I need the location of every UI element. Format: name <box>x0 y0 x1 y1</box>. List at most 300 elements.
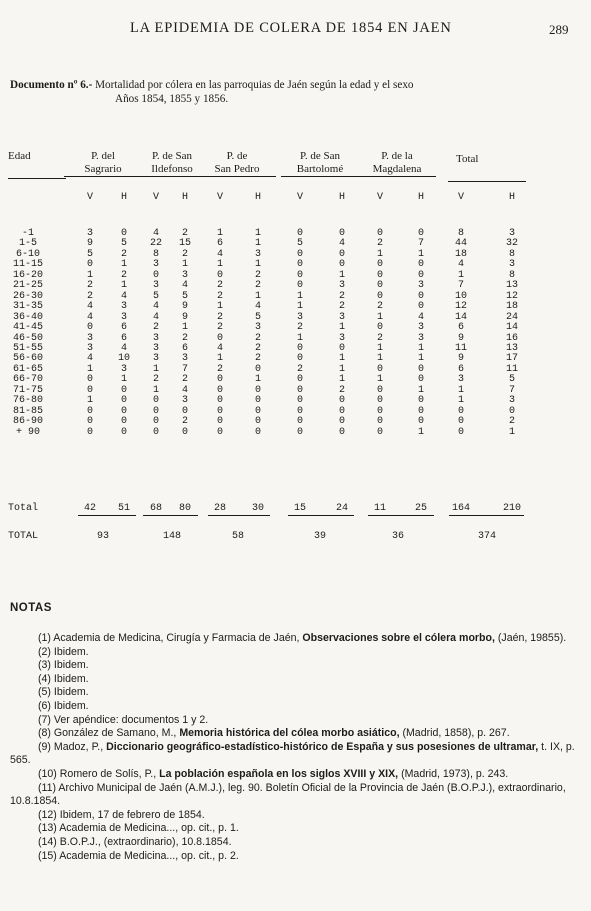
parish-header-line1: P. de San <box>151 150 193 162</box>
total-row-rule <box>368 515 434 516</box>
total-row-cell: 25 <box>414 503 427 514</box>
table-cell: 0 <box>86 374 93 386</box>
sex-column-label: H <box>338 192 345 203</box>
table-cell: 1 <box>457 269 464 281</box>
age-group-label: 56-60 <box>12 353 43 365</box>
sex-column-label: V <box>296 192 303 203</box>
table-cell: 0 <box>216 395 223 407</box>
table-cell: 4 <box>338 238 345 250</box>
table-cell: 0 <box>216 384 223 396</box>
table-cell: 0 <box>296 342 303 354</box>
table-cell: 4 <box>417 311 424 323</box>
running-title: LA EPIDEMIA DE COLERA DE 1854 EN JAEN <box>130 20 452 36</box>
table-cell: 2 <box>254 332 261 344</box>
table-cell: 1 <box>152 363 159 375</box>
table-cell: 1 <box>120 259 127 271</box>
sex-column-label: H <box>181 192 188 203</box>
total-row-cell: 15 <box>293 503 306 514</box>
grand-total-cell: 36 <box>391 531 404 542</box>
table-cell: 1 <box>417 426 424 438</box>
sex-column-label: V <box>152 192 159 203</box>
table-cell: 2 <box>508 416 515 428</box>
table-cell: 0 <box>181 405 188 417</box>
table-cell: 0 <box>417 374 424 386</box>
table-cell: 1 <box>216 228 223 239</box>
table-cell: 1 <box>86 269 93 281</box>
table-cell: 1 <box>296 301 303 313</box>
table-cell: 2 <box>181 416 188 428</box>
note-text: (5) Ibidem. <box>38 686 89 699</box>
table-cell: 0 <box>338 405 345 417</box>
table-cell: 0 <box>376 405 383 417</box>
table-cell: 0 <box>296 416 303 428</box>
age-group-label: 81-85 <box>12 405 43 417</box>
table-cell: 0 <box>417 259 424 271</box>
total-row-label: Total <box>8 503 39 514</box>
table-cell: 0 <box>296 269 303 281</box>
table-cell: 2 <box>86 280 93 292</box>
table-cell: 0 <box>457 405 464 417</box>
table-cell: 0 <box>338 259 345 271</box>
table-cell: 1 <box>376 342 383 354</box>
note-item <box>10 646 578 660</box>
note-text: (8) González de Samano, M., <box>38 727 180 740</box>
note-title: Observaciones sobre el cólera morbo, <box>302 632 495 644</box>
note-text: (4) Ibidem. <box>38 672 89 685</box>
table-cell: 1 <box>152 384 159 396</box>
table-cell: 0 <box>338 248 345 260</box>
note-text-after: (Jaén, 19855). <box>494 632 567 644</box>
table-cell: 2 <box>86 290 93 302</box>
note-text: (11) Archivo Municipal de Jaén (A.M.J.), leg. 90. Boletín Oficial de la Provincia de Jaén (B.O.P.J.), extraordinario, 10.8.1854. <box>10 781 566 808</box>
total-row-rule <box>78 515 136 516</box>
table-cell: 10 <box>117 353 130 365</box>
table-cell: 0 <box>296 395 303 407</box>
total-row-cell: 28 <box>213 503 226 514</box>
table-cell: 0 <box>376 259 383 271</box>
age-group-label: 16-20 <box>12 269 43 281</box>
table-cell: 0 <box>417 301 424 313</box>
table-cell: 2 <box>376 332 383 344</box>
table-cell: 44 <box>454 238 467 250</box>
table-cell: 1 <box>376 353 383 365</box>
table-cell: 4 <box>86 301 93 313</box>
table-cell: 1 <box>457 384 464 396</box>
table-cell: 3 <box>120 301 127 313</box>
age-group-label: + 90 <box>15 426 40 438</box>
table-cell: 0 <box>376 395 383 407</box>
parish-header-line1: P. de <box>226 150 248 162</box>
table-cell: 0 <box>216 332 223 344</box>
table-cell: 13 <box>505 280 518 292</box>
sex-column-label: H <box>508 192 515 203</box>
table-cell: 0 <box>254 426 261 438</box>
sex-column-label: V <box>376 192 383 203</box>
table-cell: 3 <box>417 332 424 344</box>
table-cell: 3 <box>508 395 515 407</box>
sex-column-label: H <box>417 192 424 203</box>
table-cell: 1 <box>254 290 261 302</box>
sex-column-label: H <box>254 192 261 203</box>
table-cell: 0 <box>338 342 345 354</box>
note-title: Diccionario geográfico-estadístico-histórico de España y sus posesiones de ultramar, <box>106 740 539 753</box>
table-cell: 2 <box>338 290 345 302</box>
table-cell: 2 <box>216 322 223 334</box>
table-cell: 11 <box>454 342 467 354</box>
table-cell: 2 <box>216 311 223 323</box>
age-group-label: 46-50 <box>12 332 43 344</box>
table-cell: 3 <box>152 280 159 292</box>
table-cell: 0 <box>296 248 303 260</box>
note-item <box>10 782 578 809</box>
table-cell: 0 <box>120 426 127 438</box>
table-cell: 3 <box>457 374 464 386</box>
table-cell: 0 <box>296 405 303 417</box>
note-item <box>10 659 578 673</box>
table-cell: 3 <box>296 311 303 323</box>
table-cell: 1 <box>216 353 223 365</box>
note-text: (10) Romero de Solís, P., <box>38 767 160 780</box>
table-cell: 5 <box>152 290 159 302</box>
table-cell: 0 <box>376 322 383 334</box>
table-cell: 0 <box>152 269 159 281</box>
sex-column-label: V <box>457 192 464 203</box>
total-row-cell: 42 <box>83 503 96 514</box>
age-group-label: 11-15 <box>12 259 43 271</box>
table-cell: 0 <box>338 416 345 428</box>
table-cell: 0 <box>86 426 93 438</box>
total-underline <box>448 181 526 182</box>
table-cell: 1 <box>181 322 188 334</box>
caption-lead: Documento nº 6.- <box>10 79 93 91</box>
total-row-cell: 164 <box>451 503 470 514</box>
notes-list <box>10 632 578 863</box>
table-cell: 8 <box>152 248 159 260</box>
table-cell: 2 <box>254 269 261 281</box>
table-cell: 3 <box>120 363 127 375</box>
table-cell: 3 <box>181 269 188 281</box>
table-cell: 5 <box>181 290 188 302</box>
age-group-label: 26-30 <box>12 290 43 302</box>
table-cell: 0 <box>254 416 261 428</box>
note-text: (7) Ver apéndice: documentos 1 y 2. <box>38 713 209 726</box>
table-cell: 1 <box>457 395 464 407</box>
note-item <box>10 850 578 864</box>
table-cell: 2 <box>120 269 127 281</box>
table-cell: 0 <box>376 426 383 438</box>
table-cell: 4 <box>152 301 159 313</box>
table-cell: 0 <box>120 405 127 417</box>
table-cell: 6 <box>120 332 127 344</box>
table-cell: 0 <box>376 363 383 375</box>
total-header: Total <box>456 153 479 165</box>
note-text-after: t. IX, p. 565. <box>10 740 575 767</box>
table-cell: 0 <box>376 290 383 302</box>
table-cell: 9 <box>181 301 188 313</box>
table-cell: 0 <box>417 228 424 239</box>
page-number: 289 <box>549 22 569 37</box>
total-row-cell: 210 <box>502 503 521 514</box>
note-text: (3) Ibidem. <box>38 659 89 672</box>
table-cell: 4 <box>457 259 464 271</box>
table-cell: 0 <box>376 280 383 292</box>
table-cell: 0 <box>417 395 424 407</box>
table-cell: 1 <box>254 238 261 250</box>
table-cell: 1 <box>338 374 345 386</box>
note-item <box>10 822 578 836</box>
table-cell: 2 <box>338 301 345 313</box>
table-cell: 0 <box>417 416 424 428</box>
note-text: (9) Madoz, P., <box>38 740 107 753</box>
edad-label: Edad <box>8 150 31 162</box>
age-group-label: 66-70 <box>12 374 43 386</box>
table-cell: 2 <box>181 228 188 239</box>
table-cell: 2 <box>376 238 383 250</box>
table-cell: 8 <box>508 269 515 281</box>
table-cell: 2 <box>296 363 303 375</box>
total-row-cell: 80 <box>178 503 191 514</box>
table-cell: 5 <box>120 238 127 250</box>
note-item <box>10 809 578 823</box>
table-cell: 24 <box>505 311 518 323</box>
total-row-rule <box>208 515 270 516</box>
sex-column-label: V <box>216 192 223 203</box>
note-item <box>10 700 578 714</box>
table-cell: 1 <box>254 374 261 386</box>
table-cell: 3 <box>417 280 424 292</box>
note-item <box>10 727 578 741</box>
table-cell: 3 <box>338 280 345 292</box>
table-cell: 0 <box>457 416 464 428</box>
table-cell: 2 <box>181 374 188 386</box>
table-cell: 2 <box>216 290 223 302</box>
age-group-label: 6-10 <box>15 248 40 260</box>
table-cell: 1 <box>296 332 303 344</box>
age-group-label: 51-55 <box>12 342 43 354</box>
table-cell: 9 <box>181 311 188 323</box>
note-text-after: (Madrid, 1973), p. 243. <box>398 767 509 780</box>
age-group-label: 61-65 <box>12 363 43 375</box>
table-cell: 2 <box>296 322 303 334</box>
table-cell: 1 <box>417 248 424 260</box>
table-cell: 0 <box>216 374 223 386</box>
table-cell: 0 <box>376 384 383 396</box>
note-item <box>10 836 578 850</box>
grand-total-cell: 374 <box>477 531 496 542</box>
table-cell: 2 <box>216 280 223 292</box>
table-cell: 3 <box>338 332 345 344</box>
table-cell: 4 <box>216 248 223 260</box>
table-cell: 3 <box>181 353 188 365</box>
total-row-rule <box>288 515 354 516</box>
table-cell: 0 <box>338 228 345 239</box>
table-cell: 7 <box>457 280 464 292</box>
parish-header-line1: P. de San <box>299 150 341 162</box>
table-cell: 2 <box>254 342 261 354</box>
table-cell: 3 <box>417 322 424 334</box>
table-cell: 3 <box>254 248 261 260</box>
note-item <box>10 768 578 782</box>
age-group-label: 71-75 <box>12 384 43 396</box>
table-cell: 7 <box>417 238 424 250</box>
table-cell: 0 <box>152 395 159 407</box>
table-cell: 0 <box>254 395 261 407</box>
table-cell: 14 <box>505 322 518 334</box>
table-cell: 3 <box>254 322 261 334</box>
caption-text-line1: Mortalidad por cólera en las parroquias de Jaén según la edad y el sexo <box>92 79 414 91</box>
table-cell: 1 <box>254 259 261 271</box>
table-cell: 0 <box>152 426 159 438</box>
note-text: (6) Ibidem. <box>38 699 89 712</box>
table-cell: 0 <box>417 269 424 281</box>
table-cell: 1 <box>338 353 345 365</box>
table-cell: 1 <box>417 384 424 396</box>
table-cell: 0 <box>254 384 261 396</box>
age-group-label: 31-35 <box>12 301 43 313</box>
table-cell: 0 <box>417 290 424 302</box>
table-cell: 1 <box>376 248 383 260</box>
table-cell: 4 <box>86 311 93 323</box>
table-cell: 2 <box>338 384 345 396</box>
table-cell: 4 <box>254 301 261 313</box>
table-cell: 4 <box>181 280 188 292</box>
parish-header-line2: Ildefonso <box>133 163 211 177</box>
total-row-cell: 24 <box>335 503 348 514</box>
sex-column-label: V <box>86 192 93 203</box>
table-cell: 1 <box>508 426 515 438</box>
table-cell: 0 <box>120 384 127 396</box>
table-cell: 1 <box>417 342 424 354</box>
table-cell: 1 <box>417 353 424 365</box>
table-cell: 0 <box>296 353 303 365</box>
table-cell: 0 <box>86 322 93 334</box>
table-cell: 0 <box>296 259 303 271</box>
table-cell: 0 <box>457 426 464 438</box>
note-item <box>10 632 578 646</box>
sex-column-label: H <box>120 192 127 203</box>
caption-text-line2: Años 1854, 1855 y 1856. <box>115 93 229 105</box>
table-cell: 16 <box>505 332 518 344</box>
table-cell: 0 <box>86 405 93 417</box>
table-cell: 0 <box>417 405 424 417</box>
table-cell: 0 <box>296 228 303 239</box>
grand-total-cell: 148 <box>162 531 181 542</box>
table-cell: 1 <box>216 301 223 313</box>
note-text: (14) B.O.P.J., (extraordinario), 10.8.1854. <box>38 835 232 848</box>
table-cell: 0 <box>296 374 303 386</box>
table-cell: 3 <box>152 353 159 365</box>
table-cell: 8 <box>508 248 515 260</box>
table-cell: 1 <box>338 269 345 281</box>
table-cell: 0 <box>338 426 345 438</box>
table-cell: 10 <box>454 290 467 302</box>
table-cell: 4 <box>152 228 159 239</box>
total-row-cell: 51 <box>117 503 130 514</box>
note-title: La población española en los siglos XVIII y XIX, <box>159 767 399 780</box>
table-cell: 7 <box>181 363 188 375</box>
table-cell: 13 <box>505 342 518 354</box>
note-text: (2) Ibidem. <box>38 645 89 658</box>
table-cell: 1 <box>216 259 223 271</box>
table-cell: 3 <box>120 311 127 323</box>
note-text: (13) Academia de Medicina..., op. cit., p. 1. <box>38 822 239 835</box>
table-cell: 3 <box>152 259 159 271</box>
table-cell: 2 <box>216 363 223 375</box>
note-item <box>10 714 578 728</box>
table-cell: 4 <box>216 342 223 354</box>
parish-header-line2: Bartolomé <box>281 163 359 177</box>
age-group-label: -1 <box>21 228 34 239</box>
table-cell: 0 <box>254 405 261 417</box>
age-group-label: 41-45 <box>12 322 43 334</box>
parish-header-line2: Magdalena <box>358 163 436 177</box>
table-cell: 0 <box>86 416 93 428</box>
table-cell: 9 <box>457 353 464 365</box>
total-row-cell: 68 <box>149 503 162 514</box>
table-cell: 1 <box>296 290 303 302</box>
table-cell: 5 <box>508 374 515 386</box>
age-group-label: 1-5 <box>18 238 37 250</box>
table-cell: 2 <box>376 301 383 313</box>
table-cell: 1 <box>86 363 93 375</box>
table-cell: 6 <box>120 322 127 334</box>
table-cell: 3 <box>508 228 515 239</box>
table-cell: 5 <box>86 248 93 260</box>
note-item <box>10 673 578 687</box>
table-cell: 0 <box>376 228 383 239</box>
table-cell: 6 <box>181 342 188 354</box>
table-cell: 8 <box>457 228 464 239</box>
table-cell: 1 <box>376 311 383 323</box>
table-cell: 0 <box>120 395 127 407</box>
table-cell: 0 <box>216 426 223 438</box>
table-cell: 3 <box>338 311 345 323</box>
table-cell: 0 <box>120 228 127 239</box>
table-cell: 7 <box>508 384 515 396</box>
table-cell: 1 <box>376 374 383 386</box>
table-cell: 9 <box>86 238 93 250</box>
table-cell: 4 <box>120 290 127 302</box>
table-cell: 1 <box>181 259 188 271</box>
table-cell: 5 <box>296 238 303 250</box>
total-row-rule <box>143 515 198 516</box>
table-cell: 2 <box>152 374 159 386</box>
table-cell: 18 <box>454 248 467 260</box>
table-cell: 0 <box>216 405 223 417</box>
grand-total-cell: 39 <box>313 531 326 542</box>
table-cell: 17 <box>505 353 518 365</box>
table-cell: 32 <box>505 238 518 250</box>
table-cell: 0 <box>508 405 515 417</box>
grand-total-cell: 58 <box>231 531 244 542</box>
table-cell: 1 <box>120 280 127 292</box>
parish-header-line2: San Pedro <box>198 163 276 177</box>
table-cell: 0 <box>338 395 345 407</box>
table-cell: 0 <box>254 363 261 375</box>
age-group-label: 86-90 <box>12 416 43 428</box>
table-cell: 0 <box>152 405 159 417</box>
table-cell: 15 <box>178 238 191 250</box>
notes-title: NOTAS <box>10 602 52 614</box>
table-cell: 14 <box>454 311 467 323</box>
table-cell: 2 <box>181 248 188 260</box>
table-cell: 0 <box>417 363 424 375</box>
table-cell: 2 <box>254 353 261 365</box>
table-cell: 2 <box>181 332 188 344</box>
table-cell: 0 <box>152 416 159 428</box>
note-text-after: (Madrid, 1858), p. 267. <box>399 727 510 740</box>
table-cell: 0 <box>216 416 223 428</box>
